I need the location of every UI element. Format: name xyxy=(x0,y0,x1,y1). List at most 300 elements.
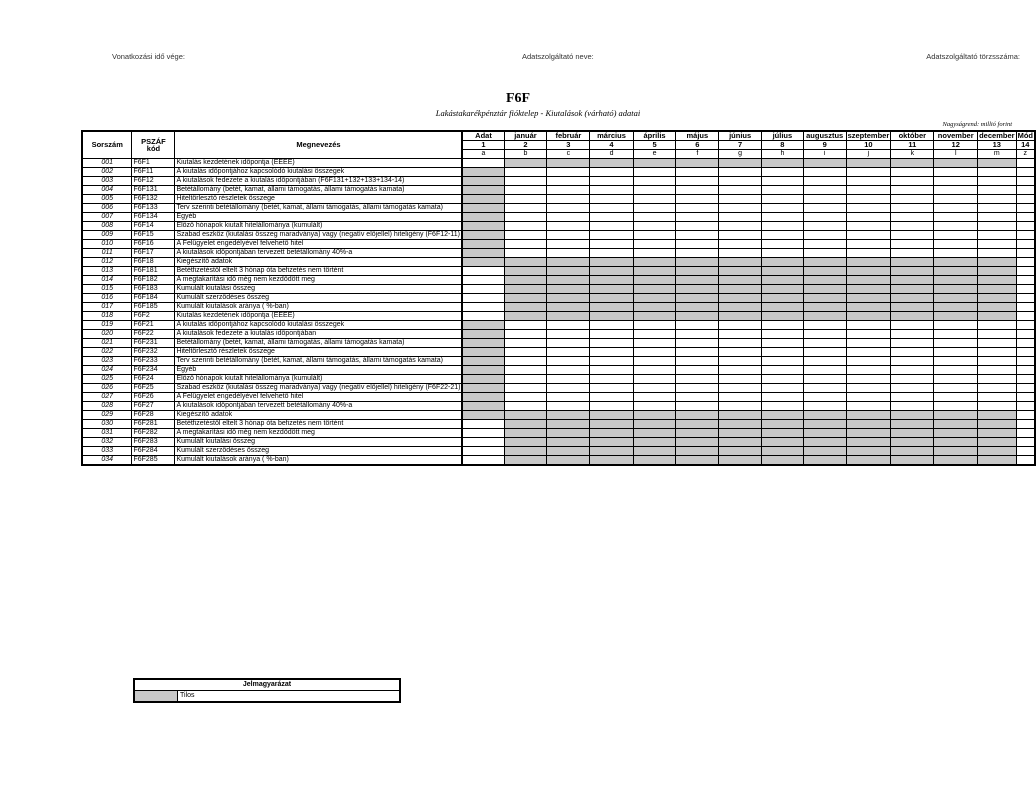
cell-month[interactable] xyxy=(803,222,846,231)
cell-month[interactable] xyxy=(934,330,978,339)
cell-adat xyxy=(462,213,504,222)
cell-mod[interactable] xyxy=(1016,204,1035,213)
cell-month[interactable] xyxy=(547,321,590,330)
cell-month[interactable] xyxy=(934,366,978,375)
cell-month[interactable] xyxy=(762,330,804,339)
cell-month[interactable] xyxy=(676,357,719,366)
cell-month[interactable] xyxy=(978,195,1017,204)
cell-month[interactable] xyxy=(891,213,934,222)
cell-month[interactable] xyxy=(504,402,547,411)
cell-month[interactable] xyxy=(803,366,846,375)
cell-month xyxy=(633,447,676,456)
cell-month[interactable] xyxy=(846,357,891,366)
cell-month[interactable] xyxy=(846,177,891,186)
cell-month[interactable] xyxy=(934,204,978,213)
cell-month[interactable] xyxy=(719,330,762,339)
cell-month[interactable] xyxy=(590,168,633,177)
cell-month[interactable] xyxy=(633,177,676,186)
cell-month[interactable] xyxy=(934,375,978,384)
cell-month[interactable] xyxy=(978,366,1017,375)
cell-month[interactable] xyxy=(803,402,846,411)
cell-month[interactable] xyxy=(762,384,804,393)
cell-adat[interactable] xyxy=(462,294,504,303)
cell-adat[interactable] xyxy=(462,276,504,285)
cell-month[interactable] xyxy=(719,177,762,186)
cell-month[interactable] xyxy=(762,393,804,402)
cell-adat[interactable] xyxy=(462,456,504,466)
cell-month[interactable] xyxy=(934,348,978,357)
cell-adat[interactable] xyxy=(462,267,504,276)
cell-month[interactable] xyxy=(547,348,590,357)
cell-month[interactable] xyxy=(633,213,676,222)
cell-month xyxy=(846,285,891,294)
cell-month[interactable] xyxy=(803,348,846,357)
col-header-h: július xyxy=(762,131,804,141)
cell-month[interactable] xyxy=(676,177,719,186)
cell-month[interactable] xyxy=(846,366,891,375)
cell-month[interactable] xyxy=(547,357,590,366)
cell-mod[interactable] xyxy=(1016,222,1035,231)
cell-month[interactable] xyxy=(719,186,762,195)
cell-mod[interactable] xyxy=(1016,186,1035,195)
cell-month[interactable] xyxy=(762,366,804,375)
cell-month xyxy=(633,267,676,276)
cell-month[interactable] xyxy=(504,321,547,330)
cell-month[interactable] xyxy=(934,357,978,366)
cell-month[interactable] xyxy=(590,195,633,204)
cell-month[interactable] xyxy=(633,249,676,258)
cell-month[interactable] xyxy=(719,366,762,375)
cell-month[interactable] xyxy=(719,222,762,231)
cell-month[interactable] xyxy=(978,186,1017,195)
row-serial: 032 xyxy=(82,438,132,447)
cell-mod[interactable] xyxy=(1016,348,1035,357)
cell-mod[interactable] xyxy=(1016,258,1035,267)
cell-month[interactable] xyxy=(504,186,547,195)
cell-month[interactable] xyxy=(719,402,762,411)
cell-month[interactable] xyxy=(846,348,891,357)
col-number-k: 11 xyxy=(891,141,934,150)
col-letter-h: h xyxy=(762,150,804,159)
cell-month[interactable] xyxy=(504,393,547,402)
cell-month[interactable] xyxy=(934,384,978,393)
cell-month[interactable] xyxy=(504,222,547,231)
cell-month[interactable] xyxy=(676,330,719,339)
cell-month[interactable] xyxy=(676,384,719,393)
cell-month[interactable] xyxy=(803,330,846,339)
cell-month[interactable] xyxy=(891,240,934,249)
cell-month[interactable] xyxy=(978,357,1017,366)
cell-month[interactable] xyxy=(633,195,676,204)
cell-month[interactable] xyxy=(719,213,762,222)
cell-month[interactable] xyxy=(590,240,633,249)
cell-month[interactable] xyxy=(846,222,891,231)
cell-month[interactable] xyxy=(978,393,1017,402)
cell-mod[interactable] xyxy=(1016,321,1035,330)
cell-month[interactable] xyxy=(978,204,1017,213)
cell-month[interactable] xyxy=(676,231,719,240)
cell-month[interactable] xyxy=(676,186,719,195)
cell-month[interactable] xyxy=(803,240,846,249)
cell-month[interactable] xyxy=(719,339,762,348)
cell-month[interactable] xyxy=(934,195,978,204)
cell-mod[interactable] xyxy=(1016,303,1035,312)
cell-month[interactable] xyxy=(504,375,547,384)
cell-month[interactable] xyxy=(891,321,934,330)
cell-month[interactable] xyxy=(762,177,804,186)
cell-mod[interactable] xyxy=(1016,231,1035,240)
cell-month[interactable] xyxy=(762,357,804,366)
cell-month[interactable] xyxy=(846,231,891,240)
cell-mod[interactable] xyxy=(1016,366,1035,375)
cell-month[interactable] xyxy=(590,366,633,375)
cell-month xyxy=(934,267,978,276)
cell-month[interactable] xyxy=(762,168,804,177)
cell-mod[interactable] xyxy=(1016,384,1035,393)
cell-month[interactable] xyxy=(978,177,1017,186)
cell-month[interactable] xyxy=(978,231,1017,240)
cell-mod[interactable] xyxy=(1016,429,1035,438)
cell-month[interactable] xyxy=(590,339,633,348)
cell-month[interactable] xyxy=(633,330,676,339)
cell-month[interactable] xyxy=(934,213,978,222)
cell-month[interactable] xyxy=(590,204,633,213)
cell-month[interactable] xyxy=(547,366,590,375)
cell-month[interactable] xyxy=(590,330,633,339)
cell-month[interactable] xyxy=(846,375,891,384)
cell-month[interactable] xyxy=(762,186,804,195)
cell-mod[interactable] xyxy=(1016,159,1035,168)
cell-month[interactable] xyxy=(590,249,633,258)
cell-month[interactable] xyxy=(719,393,762,402)
cell-month[interactable] xyxy=(719,348,762,357)
cell-month[interactable] xyxy=(762,204,804,213)
cell-month[interactable] xyxy=(846,240,891,249)
cell-month[interactable] xyxy=(762,321,804,330)
cell-month[interactable] xyxy=(719,384,762,393)
cell-month[interactable] xyxy=(803,357,846,366)
cell-month[interactable] xyxy=(803,186,846,195)
cell-month[interactable] xyxy=(978,384,1017,393)
cell-month[interactable] xyxy=(934,222,978,231)
cell-month[interactable] xyxy=(846,249,891,258)
cell-month[interactable] xyxy=(934,249,978,258)
cell-month[interactable] xyxy=(891,339,934,348)
cell-month[interactable] xyxy=(803,339,846,348)
cell-month[interactable] xyxy=(891,348,934,357)
cell-month[interactable] xyxy=(934,402,978,411)
cell-month[interactable] xyxy=(547,375,590,384)
cell-month[interactable] xyxy=(547,330,590,339)
cell-month[interactable] xyxy=(934,177,978,186)
cell-month[interactable] xyxy=(676,348,719,357)
cell-month[interactable] xyxy=(590,375,633,384)
cell-month[interactable] xyxy=(676,393,719,402)
cell-month[interactable] xyxy=(504,231,547,240)
cell-month[interactable] xyxy=(547,249,590,258)
cell-mod[interactable] xyxy=(1016,375,1035,384)
cell-month[interactable] xyxy=(891,231,934,240)
cell-month[interactable] xyxy=(633,384,676,393)
cell-mod[interactable] xyxy=(1016,438,1035,447)
cell-month[interactable] xyxy=(590,231,633,240)
cell-adat[interactable] xyxy=(462,420,504,429)
cell-mod[interactable] xyxy=(1016,276,1035,285)
cell-month[interactable] xyxy=(846,330,891,339)
cell-adat[interactable] xyxy=(462,429,504,438)
cell-month[interactable] xyxy=(891,393,934,402)
cell-month[interactable] xyxy=(547,402,590,411)
cell-month[interactable] xyxy=(676,204,719,213)
cell-month[interactable] xyxy=(719,249,762,258)
cell-adat[interactable] xyxy=(462,303,504,312)
cell-month[interactable] xyxy=(633,393,676,402)
cell-month[interactable] xyxy=(547,204,590,213)
cell-month[interactable] xyxy=(934,231,978,240)
cell-adat[interactable] xyxy=(462,447,504,456)
cell-mod[interactable] xyxy=(1016,312,1035,321)
cell-month[interactable] xyxy=(891,249,934,258)
cell-month[interactable] xyxy=(504,204,547,213)
cell-mod[interactable] xyxy=(1016,195,1035,204)
cell-month xyxy=(547,303,590,312)
cell-month[interactable] xyxy=(590,393,633,402)
cell-month[interactable] xyxy=(891,204,934,213)
cell-month[interactable] xyxy=(504,240,547,249)
cell-month[interactable] xyxy=(846,339,891,348)
cell-month[interactable] xyxy=(719,357,762,366)
cell-month[interactable] xyxy=(547,177,590,186)
cell-month[interactable] xyxy=(633,366,676,375)
cell-month[interactable] xyxy=(846,402,891,411)
cell-month[interactable] xyxy=(547,195,590,204)
cell-month[interactable] xyxy=(762,195,804,204)
cell-month[interactable] xyxy=(633,168,676,177)
cell-month[interactable] xyxy=(762,249,804,258)
cell-month[interactable] xyxy=(846,384,891,393)
cell-month[interactable] xyxy=(504,213,547,222)
cell-month[interactable] xyxy=(803,384,846,393)
cell-month[interactable] xyxy=(978,213,1017,222)
cell-month[interactable] xyxy=(590,402,633,411)
cell-month[interactable] xyxy=(590,321,633,330)
cell-month[interactable] xyxy=(590,186,633,195)
cell-month[interactable] xyxy=(978,240,1017,249)
cell-mod[interactable] xyxy=(1016,420,1035,429)
cell-month xyxy=(633,411,676,420)
cell-month[interactable] xyxy=(846,321,891,330)
cell-month[interactable] xyxy=(891,384,934,393)
row-name: Hiteltörlesztő részletek összege xyxy=(175,348,463,357)
cell-month[interactable] xyxy=(762,402,804,411)
row-code: F6F2 xyxy=(132,312,175,321)
cell-month[interactable] xyxy=(978,348,1017,357)
cell-month[interactable] xyxy=(978,402,1017,411)
cell-month[interactable] xyxy=(978,249,1017,258)
cell-mod[interactable] xyxy=(1016,168,1035,177)
cell-mod[interactable] xyxy=(1016,240,1035,249)
cell-mod[interactable] xyxy=(1016,393,1035,402)
cell-month[interactable] xyxy=(504,177,547,186)
cell-month[interactable] xyxy=(803,168,846,177)
cell-month[interactable] xyxy=(719,321,762,330)
cell-month[interactable] xyxy=(762,339,804,348)
cell-month[interactable] xyxy=(547,222,590,231)
cell-month[interactable] xyxy=(978,330,1017,339)
cell-month[interactable] xyxy=(803,249,846,258)
cell-mod[interactable] xyxy=(1016,285,1035,294)
cell-month[interactable] xyxy=(803,177,846,186)
cell-month[interactable] xyxy=(719,195,762,204)
cell-mod[interactable] xyxy=(1016,213,1035,222)
cell-month[interactable] xyxy=(504,330,547,339)
cell-month[interactable] xyxy=(547,186,590,195)
cell-adat[interactable] xyxy=(462,285,504,294)
cell-month[interactable] xyxy=(762,240,804,249)
cell-month[interactable] xyxy=(633,348,676,357)
cell-month[interactable] xyxy=(891,168,934,177)
cell-month[interactable] xyxy=(719,204,762,213)
cell-month[interactable] xyxy=(762,375,804,384)
cell-month[interactable] xyxy=(504,168,547,177)
cell-adat[interactable] xyxy=(462,312,504,321)
cell-month[interactable] xyxy=(547,393,590,402)
cell-month[interactable] xyxy=(762,231,804,240)
cell-month[interactable] xyxy=(590,357,633,366)
cell-month[interactable] xyxy=(762,222,804,231)
cell-month[interactable] xyxy=(803,231,846,240)
cell-month[interactable] xyxy=(633,240,676,249)
cell-month[interactable] xyxy=(762,348,804,357)
cell-mod[interactable] xyxy=(1016,357,1035,366)
cell-month[interactable] xyxy=(633,339,676,348)
cell-month[interactable] xyxy=(504,348,547,357)
cell-mod[interactable] xyxy=(1016,402,1035,411)
cell-month[interactable] xyxy=(676,339,719,348)
cell-month[interactable] xyxy=(676,213,719,222)
cell-month[interactable] xyxy=(978,168,1017,177)
cell-month[interactable] xyxy=(891,186,934,195)
cell-month[interactable] xyxy=(676,249,719,258)
cell-month[interactable] xyxy=(590,348,633,357)
cell-month[interactable] xyxy=(846,204,891,213)
cell-month[interactable] xyxy=(547,231,590,240)
cell-month[interactable] xyxy=(676,168,719,177)
cell-month[interactable] xyxy=(891,402,934,411)
cell-month[interactable] xyxy=(547,384,590,393)
cell-mod[interactable] xyxy=(1016,177,1035,186)
cell-month[interactable] xyxy=(891,357,934,366)
cell-month[interactable] xyxy=(934,186,978,195)
cell-mod[interactable] xyxy=(1016,330,1035,339)
cell-month[interactable] xyxy=(719,168,762,177)
cell-month[interactable] xyxy=(633,186,676,195)
cell-month[interactable] xyxy=(719,240,762,249)
cell-month[interactable] xyxy=(676,375,719,384)
cell-month[interactable] xyxy=(633,231,676,240)
cell-month[interactable] xyxy=(633,402,676,411)
cell-month[interactable] xyxy=(978,339,1017,348)
cell-adat[interactable] xyxy=(462,159,504,168)
cell-month[interactable] xyxy=(891,330,934,339)
cell-month[interactable] xyxy=(590,213,633,222)
cell-month[interactable] xyxy=(934,339,978,348)
cell-month[interactable] xyxy=(504,339,547,348)
cell-month[interactable] xyxy=(547,213,590,222)
cell-mod[interactable] xyxy=(1016,456,1035,466)
cell-month[interactable] xyxy=(719,375,762,384)
cell-month[interactable] xyxy=(803,321,846,330)
cell-month[interactable] xyxy=(934,240,978,249)
cell-month[interactable] xyxy=(803,213,846,222)
cell-month[interactable] xyxy=(504,249,547,258)
cell-month[interactable] xyxy=(504,195,547,204)
cell-month[interactable] xyxy=(846,186,891,195)
cell-month[interactable] xyxy=(803,204,846,213)
cell-month[interactable] xyxy=(633,222,676,231)
cell-month[interactable] xyxy=(590,177,633,186)
cell-month[interactable] xyxy=(934,321,978,330)
cell-month[interactable] xyxy=(846,195,891,204)
cell-month[interactable] xyxy=(846,393,891,402)
cell-month[interactable] xyxy=(633,375,676,384)
cell-month[interactable] xyxy=(846,213,891,222)
cell-month[interactable] xyxy=(633,357,676,366)
cell-month[interactable] xyxy=(547,240,590,249)
cell-month[interactable] xyxy=(846,168,891,177)
cell-month[interactable] xyxy=(547,168,590,177)
cell-month[interactable] xyxy=(978,222,1017,231)
cell-mod[interactable] xyxy=(1016,249,1035,258)
cell-month[interactable] xyxy=(590,222,633,231)
cell-month[interactable] xyxy=(504,384,547,393)
cell-month[interactable] xyxy=(676,321,719,330)
cell-month[interactable] xyxy=(803,375,846,384)
cell-month[interactable] xyxy=(676,402,719,411)
cell-month xyxy=(978,312,1017,321)
cell-mod[interactable] xyxy=(1016,294,1035,303)
cell-mod[interactable] xyxy=(1016,447,1035,456)
cell-month[interactable] xyxy=(676,195,719,204)
cell-month[interactable] xyxy=(934,393,978,402)
cell-month[interactable] xyxy=(719,231,762,240)
cell-month[interactable] xyxy=(891,177,934,186)
cell-mod[interactable] xyxy=(1016,411,1035,420)
cell-month[interactable] xyxy=(633,321,676,330)
cell-month[interactable] xyxy=(504,357,547,366)
cell-month[interactable] xyxy=(590,384,633,393)
cell-month[interactable] xyxy=(803,195,846,204)
cell-month[interactable] xyxy=(978,321,1017,330)
cell-month[interactable] xyxy=(762,213,804,222)
cell-month[interactable] xyxy=(803,393,846,402)
cell-month[interactable] xyxy=(676,222,719,231)
cell-month[interactable] xyxy=(633,204,676,213)
cell-month[interactable] xyxy=(891,195,934,204)
cell-month[interactable] xyxy=(934,168,978,177)
cell-month[interactable] xyxy=(676,240,719,249)
cell-mod[interactable] xyxy=(1016,267,1035,276)
cell-month[interactable] xyxy=(676,366,719,375)
cell-mod[interactable] xyxy=(1016,339,1035,348)
cell-adat[interactable] xyxy=(462,438,504,447)
cell-month[interactable] xyxy=(891,222,934,231)
cell-month[interactable] xyxy=(504,366,547,375)
cell-month[interactable] xyxy=(891,366,934,375)
cell-month[interactable] xyxy=(891,375,934,384)
cell-month[interactable] xyxy=(978,375,1017,384)
cell-month[interactable] xyxy=(547,339,590,348)
